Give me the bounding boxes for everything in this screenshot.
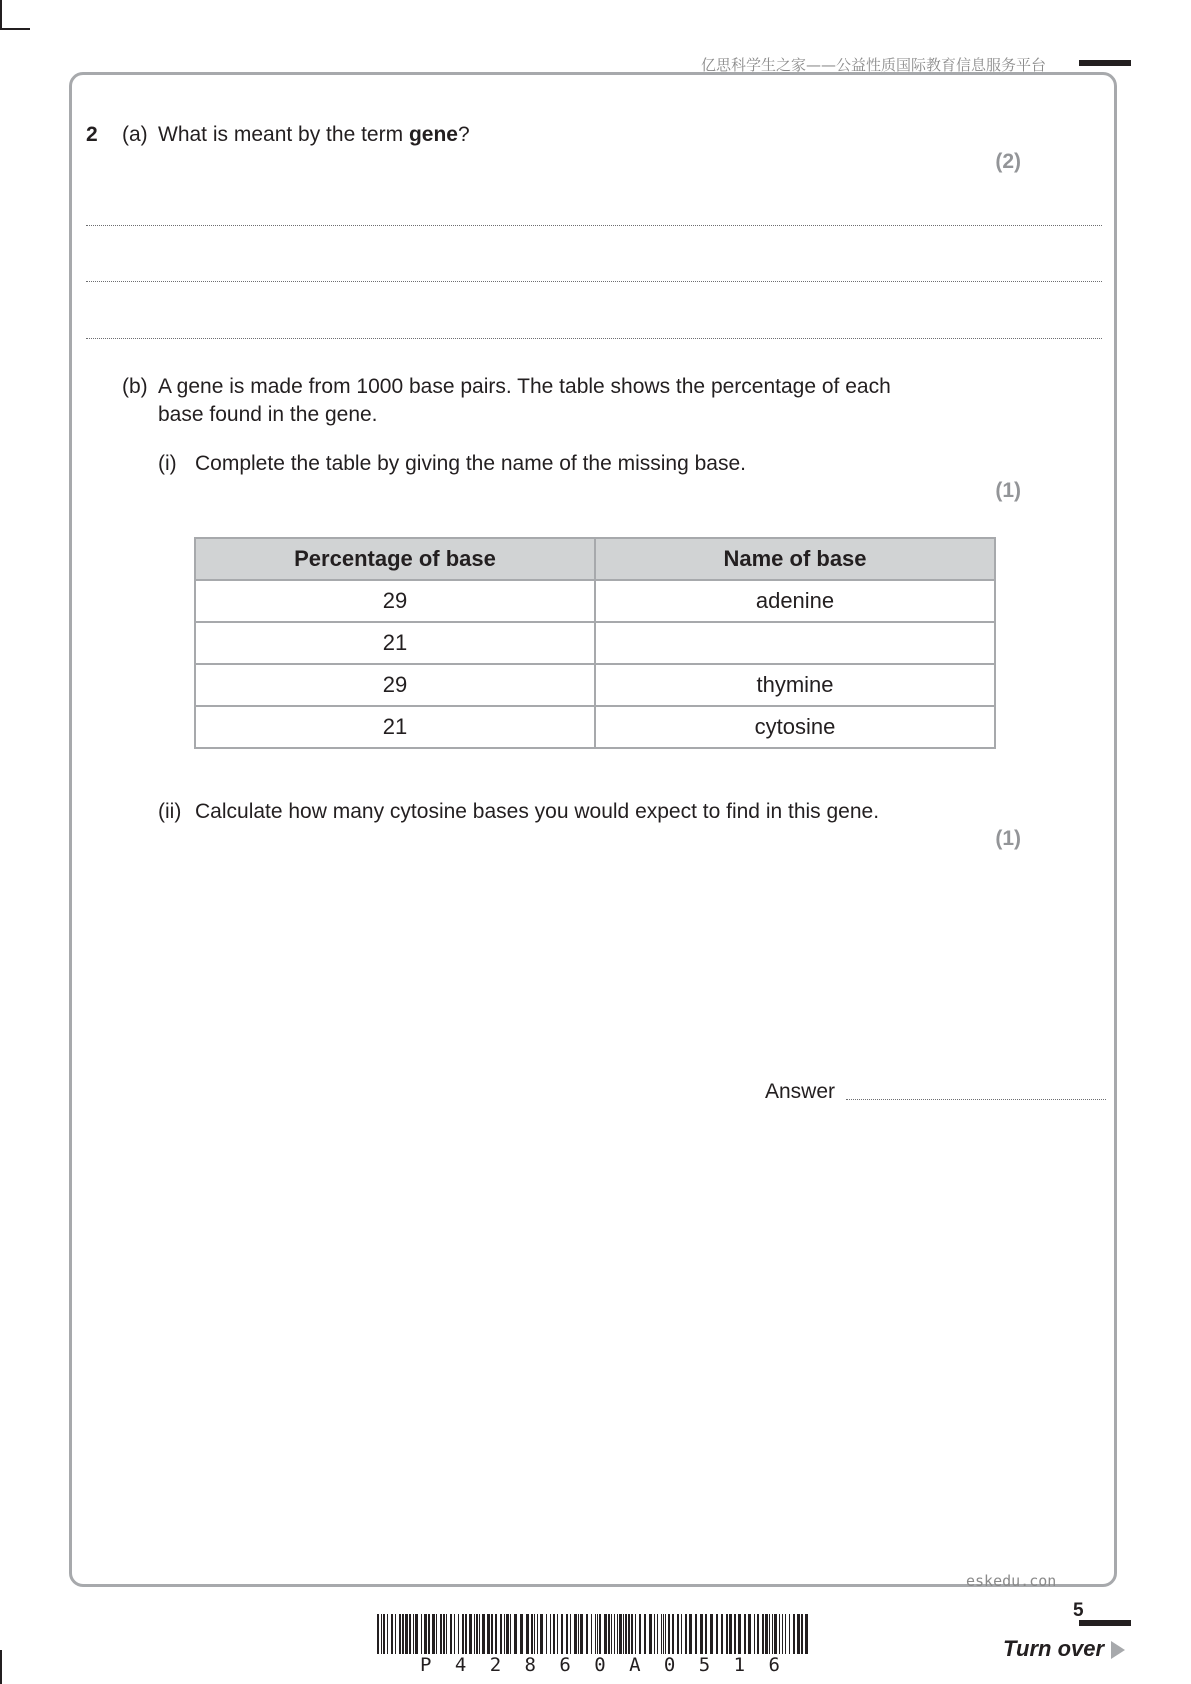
barcode-bar [801, 1614, 803, 1654]
barcode-bar [462, 1614, 464, 1654]
key-term: gene [408, 123, 458, 146]
crop-mark [0, 0, 2, 28]
barcode-bar [546, 1614, 547, 1654]
barcode-bar [639, 1614, 641, 1654]
part-a-marks: (2) [995, 150, 1021, 173]
barcode-bar [405, 1614, 408, 1654]
barcode-bar [672, 1614, 674, 1654]
barcode-bar [631, 1614, 633, 1654]
percentage-cell: 29 [195, 580, 595, 622]
barcode-bar [748, 1614, 751, 1654]
answer-label: Answer [765, 1080, 836, 1103]
barcode-bar [479, 1614, 480, 1654]
barcode-bar [614, 1614, 615, 1654]
barcode-bar [738, 1614, 741, 1654]
barcode-bar [566, 1614, 568, 1654]
barcode-bar [744, 1614, 746, 1654]
barcode-bar [514, 1614, 517, 1654]
barcode-bar [654, 1614, 655, 1654]
barcode-bar [510, 1614, 511, 1654]
barcode-bar [413, 1614, 414, 1654]
barcode-bar [580, 1614, 583, 1654]
barcode-bar [450, 1614, 452, 1654]
percentage-cell: 29 [195, 664, 595, 706]
answer-line[interactable] [86, 281, 1102, 282]
barcode-bar [599, 1614, 601, 1654]
barcode-bar [677, 1614, 679, 1654]
barcode-bar [663, 1614, 664, 1654]
barcode-char: 1 [733, 1654, 746, 1676]
edge-bar [1079, 1620, 1131, 1626]
barcode-char: 5 [698, 1654, 711, 1676]
barcode-bar [789, 1614, 790, 1654]
part-a-text: What is meant by the term [158, 123, 409, 146]
turn-over-arrow-icon [1111, 1641, 1125, 1659]
barcode-char: 8 [524, 1654, 536, 1676]
barcode-bar [432, 1614, 435, 1654]
barcode-bar [428, 1614, 430, 1654]
sub-i-label: (i) [158, 452, 177, 475]
barcode-bar [520, 1614, 523, 1654]
barcode-bar [446, 1614, 447, 1654]
sub-ii-text: Calculate how many cytosine bases you would expect to find in this gene. [195, 800, 880, 823]
base-name-cell: adenine [595, 580, 995, 622]
barcode-bar [619, 1614, 622, 1654]
barcode-bar [482, 1614, 485, 1654]
barcode-bar [381, 1614, 382, 1654]
barcode-bar [793, 1614, 795, 1654]
missing-base-cell[interactable] [595, 622, 995, 664]
answer-line[interactable] [86, 338, 1102, 339]
barcode-char: P [420, 1654, 432, 1676]
barcode-bar [421, 1614, 422, 1654]
base-name-cell: thymine [595, 664, 995, 706]
barcode-bar [436, 1614, 437, 1654]
barcode-bar [574, 1614, 577, 1654]
crop-mark [0, 28, 30, 30]
barcode-bar [597, 1614, 598, 1654]
barcode-bar [805, 1614, 808, 1654]
barcode-bar [534, 1614, 535, 1654]
table-row [195, 706, 995, 748]
barcode-bar [689, 1614, 692, 1654]
barcode-bar [377, 1614, 379, 1654]
barcode-bar [635, 1614, 636, 1654]
barcode-bar [391, 1614, 393, 1654]
barcode-bar [625, 1614, 627, 1654]
barcode-bar [665, 1614, 666, 1654]
barcode-char: 0 [594, 1654, 606, 1676]
barcode-bar [491, 1614, 493, 1654]
barcode-char: 2 [489, 1654, 502, 1676]
barcode-bar [458, 1614, 459, 1654]
barcode-bar [537, 1614, 538, 1654]
barcode-bar [443, 1614, 445, 1654]
part-a-label: (a) [122, 123, 148, 146]
barcode-bar [604, 1614, 607, 1654]
barcode-bar [716, 1614, 718, 1654]
barcode-bar [649, 1614, 652, 1654]
barcode-bar [668, 1614, 670, 1654]
barcode-bar [487, 1614, 490, 1654]
barcode-bar [726, 1614, 728, 1654]
table-row [195, 622, 995, 664]
turn-over-label: Turn over [1003, 1636, 1105, 1661]
barcode-bar [454, 1614, 455, 1654]
barcode-bar [469, 1614, 472, 1654]
barcode-bar [531, 1614, 533, 1654]
barcode-bar [700, 1614, 703, 1654]
barcode-bar [578, 1614, 579, 1654]
part-b-label: (b) [122, 375, 148, 398]
barcode-bar [591, 1614, 592, 1654]
barcode-bar [570, 1614, 571, 1654]
crop-mark [0, 1650, 2, 1684]
barcode-bar [440, 1614, 442, 1654]
table-row [195, 580, 995, 622]
base-table [194, 537, 996, 749]
part-b-text-line1: A gene is made from 1000 base pairs. The table shows the percentage of each [158, 375, 891, 398]
barcode-bar [685, 1614, 687, 1654]
answer-line[interactable] [86, 225, 1102, 226]
barcode-bar [782, 1614, 783, 1654]
answer-frame [69, 72, 1117, 1587]
barcode-bar [695, 1614, 697, 1654]
barcode-bar [628, 1614, 630, 1654]
header-name: Name of base [595, 538, 995, 580]
barcode-bar [595, 1614, 596, 1654]
sub-i-marks: (1) [995, 479, 1021, 502]
barcode-char: 0 [663, 1654, 676, 1676]
barcode-bar [495, 1614, 497, 1654]
barcode-bar [561, 1614, 563, 1654]
question-number: 2 [86, 123, 98, 146]
barcode-bar [769, 1614, 770, 1654]
barcode-bar [657, 1614, 658, 1654]
sub-ii-marks: (1) [995, 827, 1021, 850]
barcode [377, 1614, 811, 1654]
page-number: 5 [1073, 1600, 1084, 1621]
barcode-bar [526, 1614, 529, 1654]
barcode-bar [476, 1614, 478, 1654]
barcode-bar [779, 1614, 780, 1654]
watermark: 亿思科学生之家——公益性质国际教育信息服务平台 [700, 56, 1046, 74]
barcode-bar [721, 1614, 723, 1654]
sub-i-text: Complete the table by giving the name of the missing base. [195, 452, 746, 475]
barcode-bar [772, 1614, 773, 1654]
barcode-bar [617, 1614, 618, 1654]
barcode-bar [623, 1614, 624, 1654]
part-a-question [158, 122, 470, 148]
barcode-bar [395, 1614, 396, 1654]
barcode-bar [762, 1614, 764, 1654]
table-row [195, 664, 995, 706]
barcode-bar [557, 1614, 558, 1654]
header-percentage: Percentage of base [195, 538, 595, 580]
barcode-bar [550, 1614, 551, 1654]
barcode-bar [774, 1614, 777, 1654]
barcode-bar [765, 1614, 768, 1654]
barcode-bar [415, 1614, 418, 1654]
part-a-punct: ? [457, 123, 470, 146]
barcode-bar [409, 1614, 411, 1654]
barcode-bar [553, 1614, 555, 1654]
barcode-bar [383, 1614, 385, 1654]
barcode-bar [661, 1614, 662, 1654]
barcode-bar [608, 1614, 610, 1654]
percentage-cell: 21 [195, 706, 595, 748]
barcode-bar [734, 1614, 736, 1654]
answer-field[interactable] [846, 1099, 1106, 1100]
barcode-char: 6 [768, 1654, 780, 1676]
barcode-bar [465, 1614, 467, 1654]
barcode-bar [729, 1614, 732, 1654]
part-b-text-line2: base found in the gene. [158, 403, 378, 426]
barcode-bar [754, 1614, 755, 1654]
barcode-bar [506, 1614, 509, 1654]
percentage-cell: 21 [195, 622, 595, 664]
barcode-bar [399, 1614, 401, 1654]
barcode-char: 6 [559, 1654, 571, 1676]
barcode-bar [785, 1614, 786, 1654]
edge-bar [1079, 60, 1131, 66]
footer-site: eskedu.con [966, 1572, 1057, 1590]
barcode-bar [757, 1614, 759, 1654]
barcode-bar [611, 1614, 612, 1654]
barcode-bar [705, 1614, 707, 1654]
barcode-bar [504, 1614, 505, 1654]
sub-ii-label: (ii) [158, 800, 182, 823]
barcode-char: 4 [454, 1654, 467, 1676]
barcode-bar [797, 1614, 800, 1654]
barcode-text [420, 1654, 780, 1676]
barcode-bar [681, 1614, 682, 1654]
barcode-bar [540, 1614, 543, 1654]
barcode-char: A [629, 1654, 641, 1676]
barcode-bar [474, 1614, 475, 1654]
base-name-cell: cytosine [595, 706, 995, 748]
barcode-bar [387, 1614, 388, 1654]
barcode-bar [710, 1614, 713, 1654]
barcode-bar [586, 1614, 588, 1654]
barcode-bar [402, 1614, 404, 1654]
barcode-bar [500, 1614, 502, 1654]
barcode-bar [644, 1614, 646, 1654]
table-header-row [195, 538, 995, 580]
barcode-bar [424, 1614, 427, 1654]
